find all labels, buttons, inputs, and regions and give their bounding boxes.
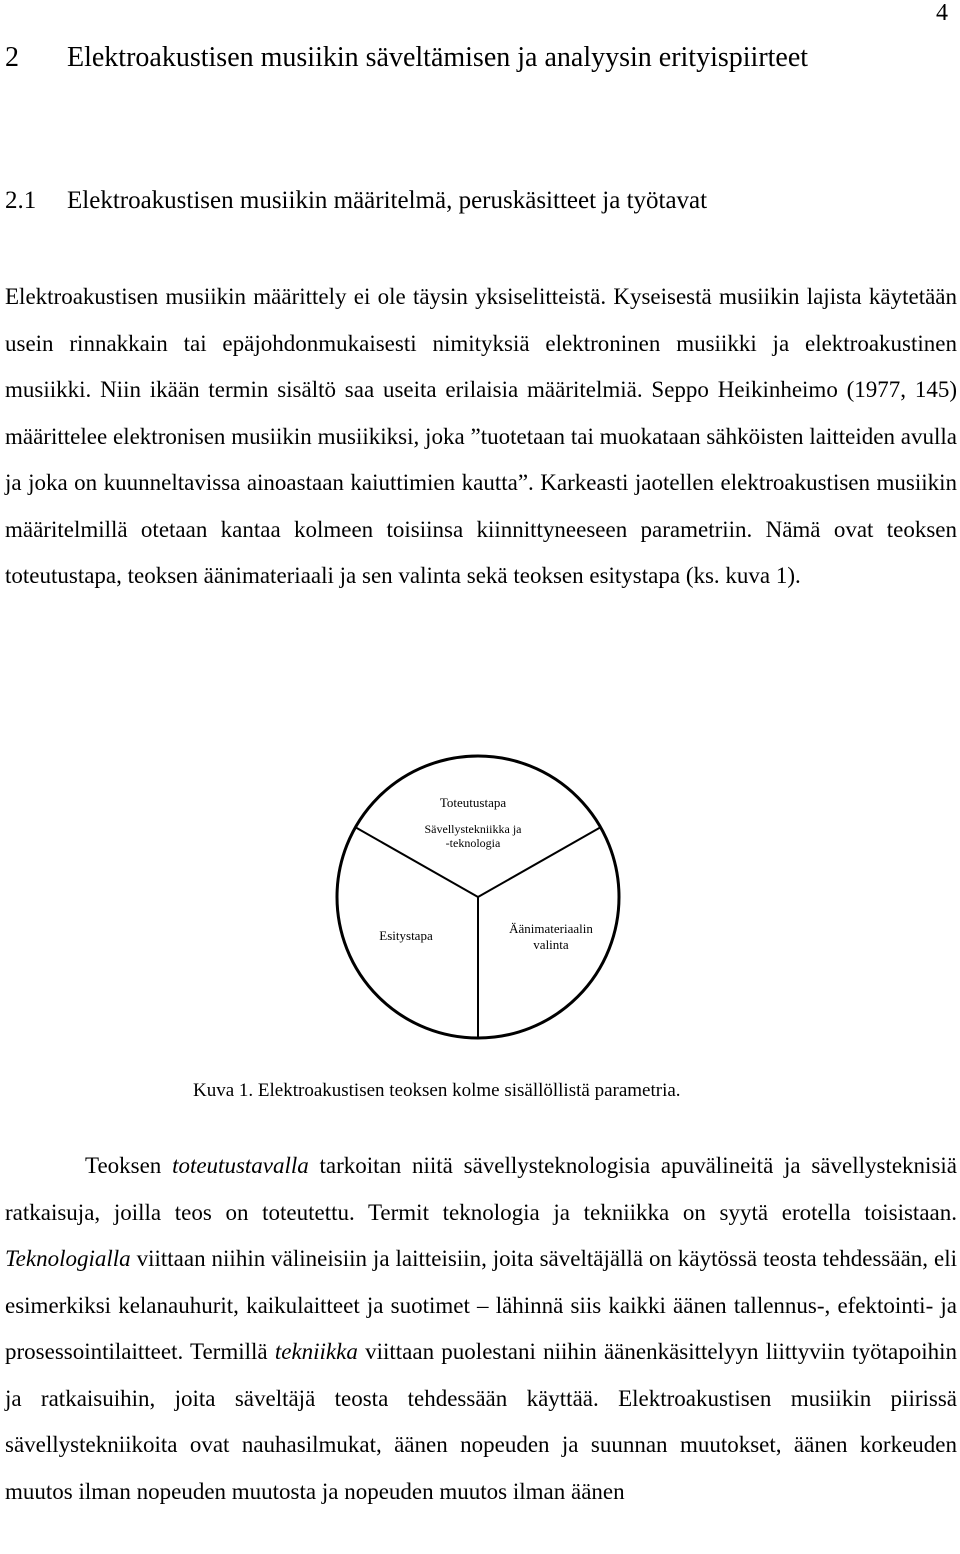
chapter-number: 2 xyxy=(5,42,19,73)
chapter-heading xyxy=(5,42,808,74)
body-paragraph-1: Elektroakustisen musiikin määrittely ei ole täysin yksiselitteistä. Kyseisestä musiikin lajista käytetään usein rinnakkain tai epäjohdonmukaisesti nimityksiä elektroninen musiikki ja elektroakustinen musiikki. Niin ikään termin sisältö saa useita erilaisia määritelmiä. Seppo Heikinheimo (1977, 145) määrittelee elektronisen musiikin musiikiksi, joka ”tuotetaan tai muokataan sähköisten laitteiden avulla ja joka on kuunneltavissa ainoastaan kaiuttimien kautta”. Karkeasti jaotellen elektroakustisen musiikin määritelmillä otetaan kantaa kolmeen toisiinsa kiinnittyneeseen parametriin. Nämä ovat teoksen toteutustapa, teoksen äänimateriaali ja sen valinta sekä teoksen esitystapa (ks. kuva 1). xyxy=(5,284,957,588)
circle-diagram xyxy=(333,752,623,1042)
term-tekniikka: tekniikka xyxy=(274,1339,358,1364)
label-valinta: valinta xyxy=(533,937,569,952)
section-heading xyxy=(5,187,707,215)
page-number: 4 xyxy=(936,0,948,26)
text-run: Teoksen xyxy=(85,1153,173,1178)
figure-caption: Kuva 1. Elektroakustisen teoksen kolme sisällöllistä parametria. xyxy=(193,1080,681,1101)
parameter-circle-figure xyxy=(333,752,623,1047)
text-run: viittaan niihin välineisiin ja laitteisiin, joita säveltäjällä on käytössä teosta tehdessään, eli esimerkiksi kelanauhurit, kaikulaitteet ja suotimet – lähinnä siis kaikki äänen tallennus-, efektointi- ja prosessointilaitteet. Termillä xyxy=(5,1246,957,1364)
section-number: 2.1 xyxy=(5,187,37,214)
label-savellystekniikka: Sävellystekniikka ja xyxy=(424,822,522,836)
chapter-title: Elektroakustisen musiikin säveltämisen ja analyysin erityispiirteet xyxy=(67,42,809,73)
text-run: viittaan puolestani niihin äänenkäsittelyyn liittyviin työtapoihin ja ratkaisuihin, joita säveltäjä teosta tehdessään käyttää. Elektroakustisen musiikin piirissä sävellystekniikoita ovat nauhasilmukat, äänen nopeuden ja suunnan muutokset, äänen korkeuden muutos ilman nopeuden muutosta ja nopeuden muutos ilman äänen xyxy=(5,1339,957,1504)
label-toteutustapa: Toteutustapa xyxy=(439,795,507,810)
term-toteutustavalla: toteutustavalla xyxy=(172,1153,309,1178)
section-title: Elektroakustisen musiikin määritelmä, peruskäsitteet ja työtavat xyxy=(67,187,708,214)
label-esitystapa: Esitystapa xyxy=(379,928,433,943)
text-run: tarkoitan niitä sävellysteknologisia apuvälineitä ja sävellysteknisiä ratkaisuja, joilla teos on toteutettu. Termit teknologia ja tekniikka on syytä erotella toisistaan. xyxy=(5,1153,957,1225)
body-paragraph-2 xyxy=(5,1143,957,1515)
label-teknologia: -teknologia xyxy=(445,836,501,850)
term-teknologialla: Teknologialla xyxy=(5,1246,131,1271)
label-aanimateriaalin: Äänimateriaalin xyxy=(509,921,593,936)
